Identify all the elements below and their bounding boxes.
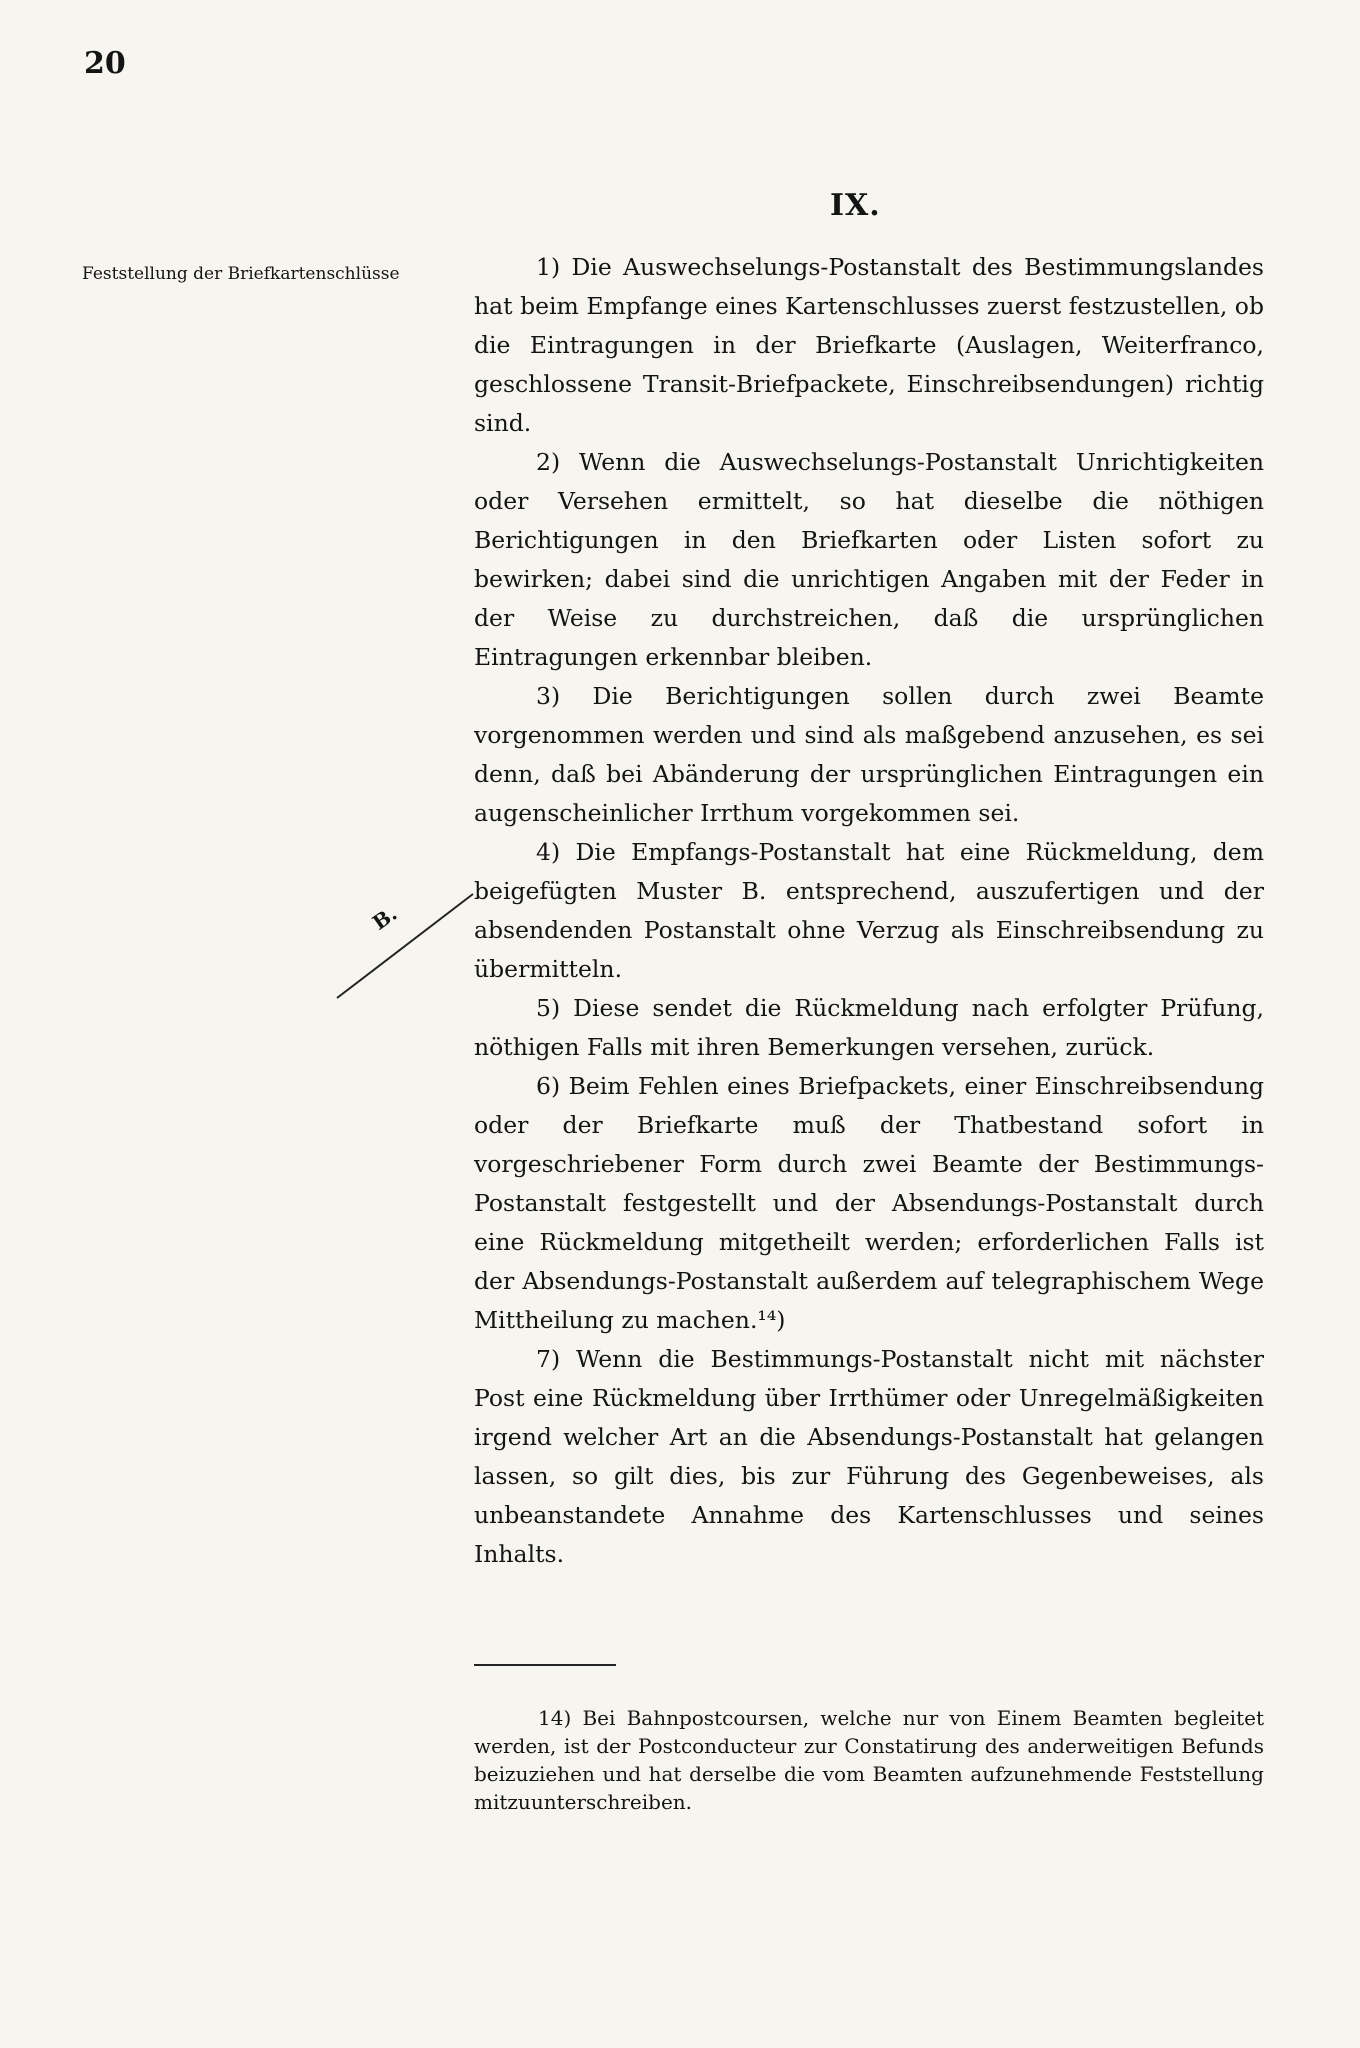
margin-note: Feststellung der Briefkartenschlüsse xyxy=(82,264,400,284)
page-number: 20 xyxy=(84,46,126,81)
paragraph-2: 2) Wenn die Auswechselungs-Postanstalt Unrichtigkeiten oder Versehen ermittelt, so hat dieselbe die nöthigen Berichtigungen in den Briefkarten oder Listen sofort zu bewirken; dabei sind die unrichtigen Angaben mit der Feder in der Weise zu durchstreichen, daß die ursprünglichen Eintragungen erkennbar bleiben. xyxy=(474,448,1264,671)
paragraph-5: 5) Diese sendet die Rückmeldung nach erfolgter Prüfung, nöthigen Falls mit ihren Bemerkungen versehen, zurück. xyxy=(474,994,1264,1061)
footnote-text: 14) Bei Bahnpostcoursen, welche nur von Einem Beamten begleitet werden, ist der Postconducteur zur Constatirung des anderweitigen Befunds beizuziehen und hat derselbe die vom Beamten aufzunehmende Feststellung mitzuunterschreiben. xyxy=(474,1706,1264,1814)
paragraph-6: 6) Beim Fehlen eines Briefpackets, einer Einschreibsendung oder der Briefkarte muß der Thatbestand sofort in vorgeschriebener Form durch zwei Beamte der Bestimmungs-Postanstalt festgestellt und der Absendungs-Postanstalt durch eine Rückmeldung mitgetheilt werden; erforderlichen Falls ist der Absendungs-Postanstalt außerdem auf telegraphischem Wege Mittheilung zu machen.¹⁴) xyxy=(474,1072,1264,1334)
section-body xyxy=(474,248,1264,1574)
footnote xyxy=(474,1704,1264,1816)
reference-pointer-line xyxy=(335,890,475,1000)
form-reference-marker: B. xyxy=(368,901,402,935)
paragraph-3: 3) Die Berichtigungen sollen durch zwei Beamte vorgenommen werden und sind als maßgebend anzusehen, es sei denn, daß bei Abänderung der ursprünglichen Eintragungen ein augenscheinlicher Irrthum vorgekommen sei. xyxy=(474,682,1264,827)
paragraph-7: 7) Wenn die Bestimmungs-Postanstalt nicht mit nächster Post eine Rückmeldung über Irrthümer oder Unregelmäßigkeiten irgend welcher Art an die Absendungs-Postanstalt hat gelangen lassen, so gilt dies, bis zur Führung des Gegenbeweises, als unbeanstandete Annahme des Kartenschlusses und seines Inhalts. xyxy=(474,1345,1264,1568)
paragraph-1: 1) Die Auswechselungs-Postanstalt des Bestimmungslandes hat beim Empfange eines Kartenschlusses zuerst festzustellen, ob die Eintragungen in der Briefkarte (Auslagen, Weiterfranco, geschlossene Transit-Briefpackete, Einschreibsendungen) richtig sind. xyxy=(474,253,1264,437)
paragraph-4: 4) Die Empfangs-Postanstalt hat eine Rückmeldung, dem beigefügten Muster B. entsprechend, auszufertigen und der absendenden Postanstalt ohne Verzug als Einschreibsendung zu übermitteln. xyxy=(474,838,1264,983)
section-heading: IX. xyxy=(830,188,881,223)
footnote-divider xyxy=(474,1664,616,1666)
